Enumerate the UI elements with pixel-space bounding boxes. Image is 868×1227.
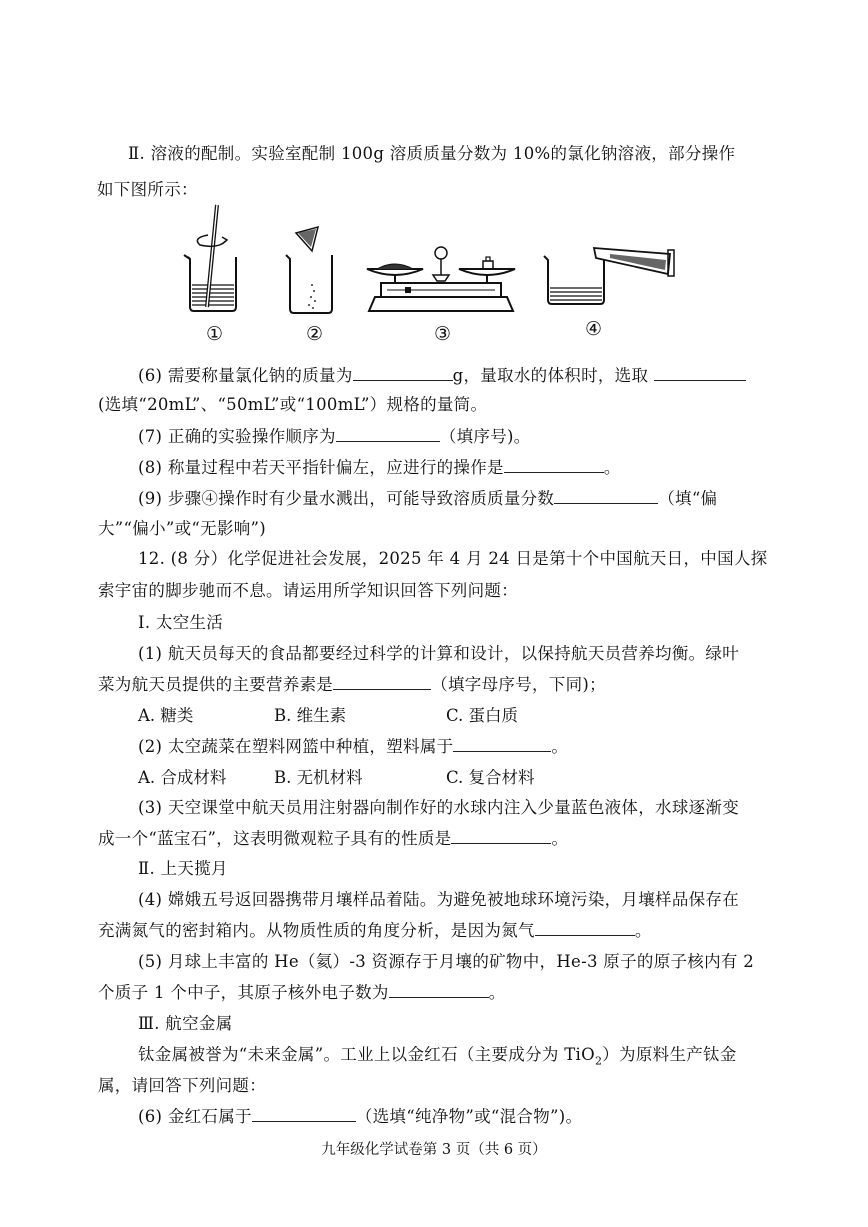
titanium-intro-text-b: ）为原料生产钛金 bbox=[602, 1045, 737, 1064]
sub-question-4-text-b: 。 bbox=[634, 921, 652, 940]
answer-blank-6b[interactable] bbox=[654, 366, 746, 381]
question-7 bbox=[138, 426, 531, 448]
section-title-cont: 如下图所示： bbox=[97, 180, 198, 199]
question-8-text-a: (8) 称量过程中若天平指针偏左，应进行的操作是 bbox=[138, 458, 504, 477]
sub-question-2-text-a: (2) 太空蔬菜在塑料网篮中种植，塑料属于 bbox=[138, 737, 454, 756]
question-6 bbox=[138, 365, 746, 387]
part-ii-title: Ⅱ. 上天揽月 bbox=[138, 859, 228, 878]
answer-blank-6[interactable] bbox=[252, 1107, 356, 1122]
option-a[interactable]: A. 合成材料 bbox=[138, 768, 227, 787]
sub-question-3-text-a: 成一个“蓝宝石”，这表明微观粒子具有的性质是 bbox=[98, 829, 452, 848]
sub-question-1-cont bbox=[98, 674, 606, 696]
question-9 bbox=[138, 488, 717, 510]
sub-question-2-text-b: 。 bbox=[551, 737, 569, 756]
sub-question-4-cont bbox=[98, 920, 652, 942]
question-9-cont: 大”“偏小”或“无影响”) bbox=[98, 519, 267, 538]
answer-blank-1[interactable] bbox=[333, 675, 431, 690]
sub-question-1: (1) 航天员每天的食品都要经过科学的计算和设计，以保持航天员营养均衡。绿叶 bbox=[138, 644, 740, 663]
question-8 bbox=[138, 457, 621, 479]
answer-blank-8[interactable] bbox=[504, 458, 604, 473]
beaker-stirring-icon bbox=[180, 205, 250, 315]
question-6-cont: (选填“20mL”、“50mL”或“100mL”）规格的量筒。 bbox=[98, 395, 488, 414]
sub-question-6-text-b: （选填“纯净物”或“混合物”)。 bbox=[355, 1107, 583, 1126]
sub-question-1-text-a: 菜为航天员提供的主要营养素是 bbox=[98, 675, 334, 694]
option-b[interactable]: B. 无机材料 bbox=[274, 768, 363, 787]
question-7-text-b: （填序号)。 bbox=[439, 427, 531, 446]
question-6-text-a: (6) 需要称量氯化钠的质量为 bbox=[138, 366, 353, 385]
sub-question-5: (5) 月球上丰富的 He（氦）-3 资源存于月壤的矿物中，He-3 原子的原子核内有 2 bbox=[138, 952, 755, 971]
answer-blank-6a[interactable] bbox=[353, 366, 453, 381]
sub-question-6-text-a: (6) 金红石属于 bbox=[138, 1107, 252, 1126]
question-12-stem-cont: 索宇宙的脚步驰而不息。请运用所学知识回答下列问题： bbox=[98, 581, 518, 600]
titanium-intro-text-a: 钛金属被誉为“未来金属”。工业上以金红石（主要成分为 TiO bbox=[138, 1045, 595, 1064]
sub-question-5-text-a: 个质子 1 个中子，其原子核外电子数为 bbox=[98, 983, 389, 1002]
option-a[interactable]: A. 糖类 bbox=[138, 706, 194, 725]
step-label-2: ② bbox=[306, 323, 324, 345]
question-7-text-a: (7) 正确的实验操作顺序为 bbox=[138, 427, 336, 446]
question-9-text-a: (9) 步骤④操作时有少量水溅出，可能导致溶质质量分数 bbox=[138, 489, 555, 508]
beaker-pouring-solid-icon bbox=[282, 225, 342, 320]
sub-question-5-cont bbox=[98, 982, 506, 1004]
step-label-4: ④ bbox=[585, 318, 603, 340]
titanium-intro-cont: 属，请回答下列问题： bbox=[98, 1076, 266, 1095]
question-12-stem: 12. (8 分）化学促进社会发展，2025 年 4 月 24 日是第十个中国航天日，中国人探 bbox=[138, 549, 768, 568]
subscript-2: 2 bbox=[594, 1054, 603, 1068]
sub-question-3: (3) 天空课堂中航天员用注射器向制作好的水球内注入少量蓝色液体，水球逐渐变 bbox=[138, 798, 740, 817]
question-8-text-b: 。 bbox=[603, 458, 621, 477]
sub-question-5-text-b: 。 bbox=[488, 983, 506, 1002]
option-c[interactable]: C. 复合材料 bbox=[446, 768, 535, 787]
part-i-title: Ⅰ. 太空生活 bbox=[138, 613, 224, 632]
sub-question-6 bbox=[138, 1106, 582, 1128]
part-iii-title: Ⅲ. 航空金属 bbox=[138, 1014, 233, 1033]
answer-blank-5[interactable] bbox=[389, 983, 489, 998]
sub-question-4: (4) 嫦娥五号返回器携带月壤样品着陆。为避免被地球环境污染，月壤样品保存在 bbox=[138, 890, 740, 909]
answer-blank-4[interactable] bbox=[535, 921, 635, 936]
answer-blank-3[interactable] bbox=[451, 829, 551, 844]
titanium-intro bbox=[138, 1044, 737, 1072]
sub-question-4-text-a: 充满氮气的密封箱内。从物质性质的角度分析，是因为氮气 bbox=[98, 921, 535, 940]
answer-blank-9[interactable] bbox=[554, 489, 658, 504]
step-label-3: ③ bbox=[434, 323, 452, 345]
answer-blank-2[interactable] bbox=[453, 737, 551, 752]
balance-scale-icon bbox=[365, 245, 517, 317]
option-b[interactable]: B. 维生素 bbox=[274, 706, 347, 725]
sub-question-1-text-b: （填字母序号，下同)； bbox=[431, 675, 606, 694]
sub-question-3-cont bbox=[98, 828, 568, 850]
option-c[interactable]: C. 蛋白质 bbox=[446, 706, 519, 725]
beaker-pouring-liquid-icon bbox=[540, 236, 680, 316]
step-label-1: ① bbox=[206, 323, 224, 345]
question-9-text-b: （填“偏 bbox=[658, 489, 718, 508]
page-footer: 九年级化学试卷第 3 页（共 6 页） bbox=[321, 1142, 547, 1158]
sub-question-3-text-b: 。 bbox=[551, 829, 569, 848]
section-title: Ⅱ. 溶液的配制。实验室配制 100g 溶质质量分数为 10%的氯化钠溶液，部分操作 bbox=[128, 144, 736, 163]
sub-question-2 bbox=[138, 736, 568, 758]
answer-blank-7[interactable] bbox=[336, 427, 440, 442]
question-6-text-b: g，量取水的体积时，选取 bbox=[452, 366, 649, 385]
